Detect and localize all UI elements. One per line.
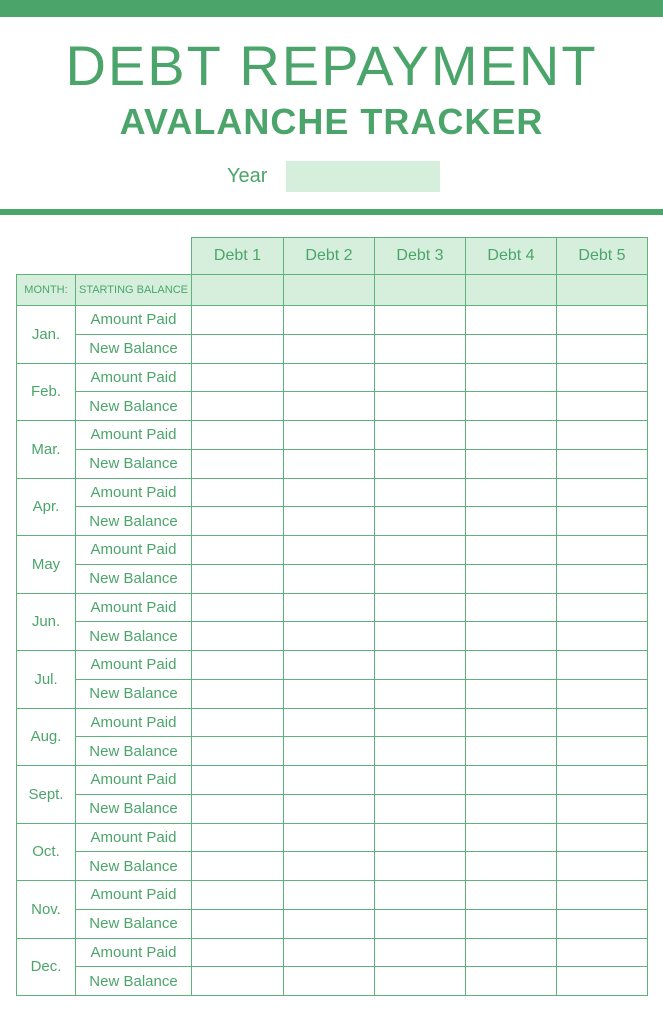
amount-paid-cell-debt-1[interactable] (192, 478, 284, 507)
amount-paid-cell-debt-1[interactable] (192, 708, 284, 737)
amount-paid-cell-debt-4[interactable] (466, 938, 557, 967)
new-balance-cell-debt-2[interactable] (284, 909, 375, 938)
table-row (17, 679, 648, 708)
new-balance-cell-debt-3[interactable] (375, 967, 466, 996)
month-label: Dec. (17, 938, 76, 996)
amount-paid-cell-debt-4[interactable] (466, 823, 557, 852)
amount-paid-cell-debt-4[interactable] (466, 766, 557, 795)
amount-paid-cell-debt-5[interactable] (557, 593, 648, 622)
new-balance-cell-debt-2[interactable] (284, 679, 375, 708)
new-balance-label: New Balance (76, 852, 192, 881)
new-balance-cell-debt-2[interactable] (284, 622, 375, 651)
new-balance-label: New Balance (76, 507, 192, 536)
table-row (17, 478, 648, 507)
amount-paid-cell-debt-4[interactable] (466, 421, 557, 450)
amount-paid-label: Amount Paid (76, 881, 192, 910)
new-balance-cell-debt-4[interactable] (466, 852, 557, 881)
new-balance-cell-debt-4[interactable] (466, 449, 557, 478)
debt-header-3: Debt 3 (375, 238, 466, 275)
table-row (17, 622, 648, 651)
new-balance-cell-debt-3[interactable] (375, 622, 466, 651)
new-balance-cell-debt-5[interactable] (557, 794, 648, 823)
top-accent-bar (0, 0, 663, 17)
amount-paid-cell-debt-4[interactable] (466, 651, 557, 680)
table-row (17, 564, 648, 593)
amount-paid-cell-debt-1[interactable] (192, 536, 284, 565)
new-balance-label: New Balance (76, 392, 192, 421)
new-balance-cell-debt-5[interactable] (557, 564, 648, 593)
table-row (17, 334, 648, 363)
amount-paid-label: Amount Paid (76, 306, 192, 335)
month-label: Jan. (17, 306, 76, 364)
debt-header-2: Debt 2 (284, 238, 375, 275)
month-label: Apr. (17, 478, 76, 536)
amount-paid-cell-debt-2[interactable] (284, 708, 375, 737)
amount-paid-cell-debt-1[interactable] (192, 593, 284, 622)
table-row (17, 651, 648, 680)
amount-paid-label: Amount Paid (76, 708, 192, 737)
amount-paid-cell-debt-5[interactable] (557, 478, 648, 507)
amount-paid-cell-debt-5[interactable] (557, 651, 648, 680)
new-balance-cell-debt-1[interactable] (192, 622, 284, 651)
new-balance-cell-debt-1[interactable] (192, 564, 284, 593)
new-balance-cell-debt-1[interactable] (192, 449, 284, 478)
new-balance-cell-debt-3[interactable] (375, 794, 466, 823)
new-balance-cell-debt-3[interactable] (375, 507, 466, 536)
table-row (17, 421, 648, 450)
new-balance-cell-debt-2[interactable] (284, 967, 375, 996)
table-row (17, 392, 648, 421)
new-balance-cell-debt-5[interactable] (557, 967, 648, 996)
starting-balance-header: STARTING BALANCE (76, 275, 192, 306)
new-balance-cell-debt-5[interactable] (557, 852, 648, 881)
debt-header-1: Debt 1 (192, 238, 284, 275)
amount-paid-cell-debt-2[interactable] (284, 536, 375, 565)
amount-paid-cell-debt-3[interactable] (375, 478, 466, 507)
new-balance-cell-debt-2[interactable] (284, 507, 375, 536)
tracker-table (16, 237, 648, 996)
new-balance-cell-debt-1[interactable] (192, 679, 284, 708)
amount-paid-cell-debt-5[interactable] (557, 823, 648, 852)
month-label: Jul. (17, 651, 76, 709)
amount-paid-label: Amount Paid (76, 766, 192, 795)
table-row (17, 306, 648, 335)
new-balance-cell-debt-5[interactable] (557, 909, 648, 938)
starting-balance-cell-debt-3[interactable] (375, 275, 466, 306)
month-label: Mar. (17, 421, 76, 479)
new-balance-cell-debt-4[interactable] (466, 737, 557, 766)
amount-paid-cell-debt-3[interactable] (375, 363, 466, 392)
table-row (17, 909, 648, 938)
amount-paid-label: Amount Paid (76, 536, 192, 565)
new-balance-cell-debt-2[interactable] (284, 564, 375, 593)
header-divider (0, 209, 663, 215)
table-row (17, 794, 648, 823)
amount-paid-cell-debt-3[interactable] (375, 421, 466, 450)
new-balance-cell-debt-4[interactable] (466, 334, 557, 363)
table-row (17, 507, 648, 536)
table-row (17, 967, 648, 996)
table-row (17, 852, 648, 881)
new-balance-cell-debt-4[interactable] (466, 967, 557, 996)
table-row (17, 766, 648, 795)
amount-paid-cell-debt-2[interactable] (284, 363, 375, 392)
amount-paid-cell-debt-1[interactable] (192, 766, 284, 795)
debt-header-5: Debt 5 (557, 238, 648, 275)
amount-paid-cell-debt-1[interactable] (192, 421, 284, 450)
new-balance-cell-debt-4[interactable] (466, 794, 557, 823)
amount-paid-cell-debt-4[interactable] (466, 536, 557, 565)
starting-balance-cell-debt-5[interactable] (557, 275, 648, 306)
amount-paid-cell-debt-5[interactable] (557, 421, 648, 450)
new-balance-cell-debt-3[interactable] (375, 564, 466, 593)
page-subtitle: AVALANCHE TRACKER (119, 101, 544, 142)
amount-paid-cell-debt-3[interactable] (375, 938, 466, 967)
month-header: MONTH: (17, 275, 76, 306)
new-balance-label: New Balance (76, 449, 192, 478)
amount-paid-cell-debt-5[interactable] (557, 766, 648, 795)
amount-paid-cell-debt-5[interactable] (557, 938, 648, 967)
amount-paid-cell-debt-3[interactable] (375, 766, 466, 795)
amount-paid-cell-debt-4[interactable] (466, 593, 557, 622)
amount-paid-cell-debt-2[interactable] (284, 421, 375, 450)
amount-paid-label: Amount Paid (76, 938, 192, 967)
amount-paid-label: Amount Paid (76, 363, 192, 392)
amount-paid-cell-debt-3[interactable] (375, 881, 466, 910)
amount-paid-cell-debt-2[interactable] (284, 593, 375, 622)
amount-paid-cell-debt-2[interactable] (284, 306, 375, 335)
amount-paid-label: Amount Paid (76, 651, 192, 680)
table-row (17, 363, 648, 392)
table-row (17, 938, 648, 967)
new-balance-label: New Balance (76, 334, 192, 363)
new-balance-cell-debt-1[interactable] (192, 737, 284, 766)
new-balance-cell-debt-2[interactable] (284, 449, 375, 478)
amount-paid-cell-debt-1[interactable] (192, 306, 284, 335)
new-balance-cell-debt-2[interactable] (284, 852, 375, 881)
new-balance-cell-debt-3[interactable] (375, 737, 466, 766)
amount-paid-cell-debt-5[interactable] (557, 536, 648, 565)
table-row (17, 593, 648, 622)
month-label: Sept. (17, 766, 76, 824)
amount-paid-cell-debt-5[interactable] (557, 708, 648, 737)
new-balance-cell-debt-5[interactable] (557, 679, 648, 708)
new-balance-cell-debt-1[interactable] (192, 967, 284, 996)
new-balance-cell-debt-1[interactable] (192, 334, 284, 363)
amount-paid-cell-debt-2[interactable] (284, 478, 375, 507)
new-balance-cell-debt-4[interactable] (466, 679, 557, 708)
table-row (17, 708, 648, 737)
new-balance-cell-debt-5[interactable] (557, 737, 648, 766)
amount-paid-cell-debt-3[interactable] (375, 651, 466, 680)
header-corner (17, 238, 192, 275)
new-balance-cell-debt-3[interactable] (375, 852, 466, 881)
amount-paid-label: Amount Paid (76, 478, 192, 507)
amount-paid-label: Amount Paid (76, 593, 192, 622)
amount-paid-cell-debt-5[interactable] (557, 881, 648, 910)
debt-header-row (17, 238, 648, 275)
starting-balance-cell-debt-1[interactable] (192, 275, 284, 306)
new-balance-cell-debt-5[interactable] (557, 449, 648, 478)
amount-paid-cell-debt-1[interactable] (192, 651, 284, 680)
amount-paid-cell-debt-4[interactable] (466, 306, 557, 335)
new-balance-cell-debt-4[interactable] (466, 507, 557, 536)
month-label: Jun. (17, 593, 76, 651)
amount-paid-cell-debt-5[interactable] (557, 363, 648, 392)
new-balance-cell-debt-3[interactable] (375, 449, 466, 478)
amount-paid-label: Amount Paid (76, 823, 192, 852)
month-label: Oct. (17, 823, 76, 881)
new-balance-cell-debt-4[interactable] (466, 909, 557, 938)
new-balance-label: New Balance (76, 622, 192, 651)
new-balance-cell-debt-1[interactable] (192, 507, 284, 536)
amount-paid-cell-debt-3[interactable] (375, 708, 466, 737)
new-balance-label: New Balance (76, 967, 192, 996)
new-balance-label: New Balance (76, 679, 192, 708)
month-label: Aug. (17, 708, 76, 766)
new-balance-cell-debt-5[interactable] (557, 392, 648, 421)
table-row (17, 449, 648, 478)
page-title: DEBT REPAYMENT (65, 34, 598, 97)
new-balance-cell-debt-3[interactable] (375, 392, 466, 421)
new-balance-cell-debt-4[interactable] (466, 564, 557, 593)
amount-paid-cell-debt-1[interactable] (192, 363, 284, 392)
amount-paid-cell-debt-2[interactable] (284, 651, 375, 680)
starting-balance-cell-debt-4[interactable] (466, 275, 557, 306)
new-balance-cell-debt-4[interactable] (466, 622, 557, 651)
amount-paid-cell-debt-4[interactable] (466, 478, 557, 507)
year-label: Year (227, 165, 268, 187)
new-balance-cell-debt-5[interactable] (557, 622, 648, 651)
new-balance-cell-debt-1[interactable] (192, 909, 284, 938)
starting-balance-row (17, 275, 648, 306)
month-label: May (17, 536, 76, 594)
month-label: Feb. (17, 363, 76, 421)
new-balance-cell-debt-1[interactable] (192, 852, 284, 881)
amount-paid-cell-debt-4[interactable] (466, 363, 557, 392)
amount-paid-label: Amount Paid (76, 421, 192, 450)
new-balance-cell-debt-1[interactable] (192, 794, 284, 823)
new-balance-label: New Balance (76, 909, 192, 938)
amount-paid-cell-debt-1[interactable] (192, 881, 284, 910)
new-balance-cell-debt-5[interactable] (557, 334, 648, 363)
amount-paid-cell-debt-5[interactable] (557, 306, 648, 335)
table-row (17, 823, 648, 852)
starting-balance-cell-debt-2[interactable] (284, 275, 375, 306)
amount-paid-cell-debt-4[interactable] (466, 708, 557, 737)
new-balance-cell-debt-3[interactable] (375, 909, 466, 938)
month-label: Nov. (17, 881, 76, 939)
debt-header-4: Debt 4 (466, 238, 557, 275)
amount-paid-cell-debt-2[interactable] (284, 823, 375, 852)
new-balance-cell-debt-1[interactable] (192, 392, 284, 421)
amount-paid-cell-debt-4[interactable] (466, 881, 557, 910)
table-row (17, 737, 648, 766)
amount-paid-cell-debt-1[interactable] (192, 938, 284, 967)
year-input[interactable] (286, 161, 440, 192)
new-balance-cell-debt-2[interactable] (284, 334, 375, 363)
new-balance-cell-debt-4[interactable] (466, 392, 557, 421)
amount-paid-cell-debt-2[interactable] (284, 766, 375, 795)
amount-paid-cell-debt-3[interactable] (375, 536, 466, 565)
amount-paid-cell-debt-3[interactable] (375, 306, 466, 335)
new-balance-label: New Balance (76, 564, 192, 593)
new-balance-cell-debt-2[interactable] (284, 392, 375, 421)
amount-paid-cell-debt-3[interactable] (375, 593, 466, 622)
amount-paid-cell-debt-1[interactable] (192, 823, 284, 852)
new-balance-cell-debt-5[interactable] (557, 507, 648, 536)
new-balance-cell-debt-2[interactable] (284, 794, 375, 823)
new-balance-label: New Balance (76, 794, 192, 823)
amount-paid-cell-debt-2[interactable] (284, 938, 375, 967)
new-balance-cell-debt-3[interactable] (375, 334, 466, 363)
amount-paid-cell-debt-2[interactable] (284, 881, 375, 910)
new-balance-label: New Balance (76, 737, 192, 766)
table-row (17, 536, 648, 565)
table-row (17, 881, 648, 910)
new-balance-cell-debt-3[interactable] (375, 679, 466, 708)
new-balance-cell-debt-2[interactable] (284, 737, 375, 766)
amount-paid-cell-debt-3[interactable] (375, 823, 466, 852)
